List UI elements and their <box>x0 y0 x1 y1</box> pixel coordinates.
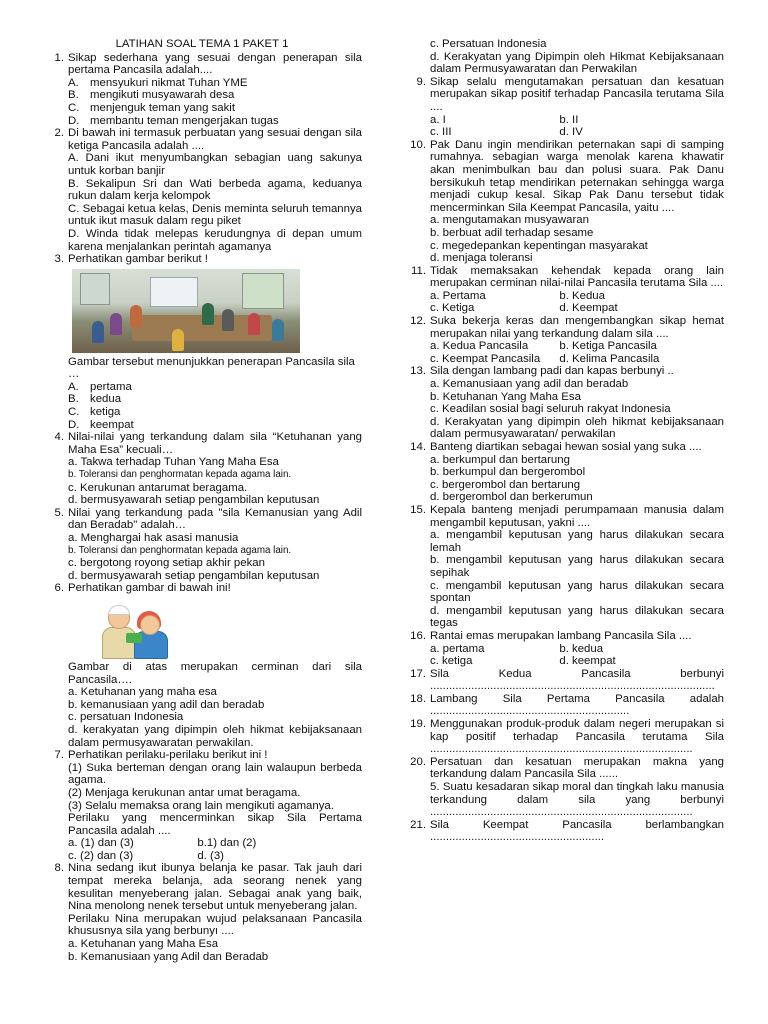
option: C. ketiga <box>68 406 121 419</box>
question-5 <box>42 507 362 583</box>
option: c. Keadilan sosial bagi seluruh rakyat Indonesia <box>430 403 671 416</box>
question-text: Perhatikan gambar di bawah ini! <box>68 582 231 595</box>
option: c. persatuan Indonesia <box>68 711 184 724</box>
question-text: Sila dengan lambang padi dan kapas berbunyi .. <box>430 365 674 378</box>
question-number: 10. <box>410 138 426 151</box>
option: d. Keempat <box>559 302 618 315</box>
question-text: Menggunakan produk-produk dalam negeri merupakan sikap positif terhadap Pancasila terutama Sila ................................................................................... <box>430 718 724 756</box>
question-number: 14. <box>410 441 426 453</box>
right-column <box>404 38 724 844</box>
option: d. bergerombol dan berkerumun <box>430 491 593 504</box>
question-11 <box>404 265 724 315</box>
question-12 <box>404 315 724 365</box>
option: a. mengutamakan musyawaran <box>430 214 589 227</box>
option: B. Sekalipun Sri dan Wati berbeda agama, keduanya rukun dalam kerja kelompok <box>68 177 362 203</box>
option: b. berkumpul dan bergerombol <box>430 466 586 479</box>
option: c. Ketiga <box>430 302 475 315</box>
option: a. (1) dan (3) <box>68 837 134 850</box>
question-extra: 5. Suatu kesadaran sikap moral dan tingkah laku manusia terkandung dalam sila yang berbunyi ................................................................................... <box>430 781 724 819</box>
question-number: 17. <box>410 667 426 680</box>
option: a. Takwa terhadap Tuhan Yang Maha Esa <box>68 456 279 469</box>
option: b.1) dan (2) <box>197 837 257 850</box>
option: d. Kerakyatan yang dipimpin oleh hikmat kebijaksanaan dalam permusyawaratan/ perwakilan <box>430 415 724 441</box>
option: b. Ketiga Pancasila <box>559 340 657 353</box>
option: d. kerakyatan yang dipimpin oleh hikmat kebijaksanaan dalam permusyawaratan perwakilan. <box>68 723 362 749</box>
option: c. Keempat Pancasila <box>430 352 541 365</box>
question-17 <box>404 668 724 693</box>
option: d. bermusyawarah setiap pengambilan keputusan <box>68 569 320 582</box>
option: D. membantu teman mengerjakan tugas <box>68 114 279 127</box>
option: b. berbuat adil terhadap sesame <box>430 226 594 239</box>
option: d. mengambil keputusan yang harus dilakukan secara tegas <box>430 604 724 630</box>
option: a. mengambil keputusan yang harus dilakukan secara lemah <box>430 529 724 554</box>
statement: (2) Menjaga kerukunan antar umat beragama. <box>68 786 301 799</box>
question-text: Sikap selalu mengutamakan persatuan dan kesatuan merupakan sikap positif terhadap Pancasila terutama Sila .... <box>430 75 724 113</box>
option: d. menjaga toleransi <box>430 252 533 265</box>
question-13 <box>404 365 724 441</box>
question-10 <box>404 139 724 265</box>
option: D. keempat <box>68 418 134 431</box>
statement: (1) Suka berteman dengan orang lain walaupun berbeda agama. <box>68 761 362 787</box>
option: d. (3) <box>197 849 224 862</box>
option: a. Kedua Pancasila <box>430 340 529 353</box>
option: b. Kedua <box>559 289 605 302</box>
question-8 <box>42 862 362 963</box>
question-18 <box>404 693 724 718</box>
option: d. bermusyawarah setiap pengambilan keputusan <box>68 494 320 507</box>
question-number: 12. <box>410 315 426 328</box>
option: A. mensyukuri nikmat Tuhan YME <box>68 76 248 89</box>
option: B. mengikuti musyawarah desa <box>68 89 235 102</box>
options-grid <box>430 290 724 315</box>
question-9 <box>404 76 724 139</box>
option: c. (2) dan (3) <box>68 849 134 862</box>
question-number: 16. <box>410 629 426 642</box>
option: c. bergotong royong setiap akhir pekan <box>68 557 265 570</box>
question-2 <box>42 127 362 253</box>
option: C. Sebagai ketua kelas, Denis meminta seluruh temannya untuk ikut masuk dalam regu piket <box>68 202 362 228</box>
question-number: 13. <box>410 365 426 378</box>
question-16 <box>404 630 724 668</box>
option: a. Kemanusiaan yang adil dan beradab <box>430 378 629 391</box>
classroom-meeting-photo <box>72 269 300 353</box>
question-text: Di bawah ini termasuk perbuatan yang sesuai dengan sila ketiga Pancasila adalah .... <box>68 127 362 152</box>
option: b. mengambil keputusan yang harus dilakukan secara sepihak <box>430 554 724 579</box>
option: C. menjenguk teman yang sakit <box>68 101 235 114</box>
question-text: Perhatikan perilaku-perilaku berikut ini ! <box>68 749 268 762</box>
option: c. ketiga <box>430 655 473 668</box>
question-number: 2. <box>54 127 64 140</box>
option: b. Ketuhanan Yang Maha Esa <box>430 390 581 403</box>
question-text: Rantai emas merupakan lambang Pancasila Sila .... <box>430 629 692 642</box>
option: b. II <box>559 113 579 126</box>
question-number: 20. <box>410 755 426 768</box>
question-text: Pak Danu ingin mendirikan peternakan sapi di samping rumahnya. sebagian warga menolak karena khawatir akan menimbulkan bau dan polusi suara. Pak Danu bersikukuh tetap mendirikan peternakan sehingga warga menjadi cukup kesal. Sikap Pak Danu tersebut tidak mencerminkan Sila Keempat Pancasila, yaitu .... <box>430 138 724 214</box>
question-21 <box>404 819 724 844</box>
question-text: Tidak memaksakan kehendak kepada orang lain merupakan cerminan nilai-nilai Pancasila terutama Sila .... <box>430 264 724 290</box>
option: c. bergerombol dan bertarung <box>430 478 581 491</box>
question-text: Nilai yang terkandung pada "sila Kemanusian yang Adil dan Beradab" adalah… <box>68 506 362 532</box>
question-text: Banteng diartikan sebagai hewan sosial yang suka .... <box>430 441 702 453</box>
question-1 <box>42 52 362 128</box>
option: D. Winda tidak melepas kerudungnya di depan umum karena menjalankan perintah agamanya <box>68 227 362 253</box>
option: d. IV <box>559 126 583 139</box>
question-number: 5. <box>54 506 64 519</box>
question-14 <box>404 441 724 504</box>
statement: (3) Selalu memaksa orang lain mengikuti agamanya. <box>68 799 334 812</box>
option: a. berkumpul dan bertarung <box>430 453 570 466</box>
question-number: 18. <box>410 692 426 705</box>
question-number: 8. <box>54 862 64 875</box>
options-grid <box>68 837 362 862</box>
option: A. pertama <box>68 380 132 393</box>
options-grid <box>430 114 724 139</box>
question-number: 4. <box>54 431 64 444</box>
question-number: 6. <box>54 582 64 595</box>
options-grid <box>430 340 724 365</box>
option: d. Kelima Pancasila <box>559 352 660 365</box>
option: d. Kerakyatan yang Dipimpin oleh Hikmat Kebijaksanaan dalam Permusyawaratan dan Perwakilan <box>430 50 724 76</box>
question-number: 7. <box>54 749 64 762</box>
option: a. Ketuhanan yang Maha Esa <box>68 938 219 951</box>
question-text: Kepala banteng menjadi perumpamaan manusia dalam mengambil keputusan, yakni .... <box>430 503 724 529</box>
option: b. Toleransi dan penghormatan kepada agama lain. <box>68 544 292 556</box>
option: c. III <box>430 126 452 139</box>
option: a. Ketuhanan yang maha esa <box>68 686 217 699</box>
options-grid <box>430 643 724 668</box>
option: a. pertama <box>430 642 485 655</box>
question-caption: Gambar di atas merupakan cerminan dari sila Pancasila…. <box>68 660 362 686</box>
option: c. megedepankan kepentingan masyarakat <box>430 239 648 252</box>
option: a. Pertama <box>430 289 486 302</box>
question-number: 1. <box>54 51 64 64</box>
question-number: 19. <box>410 718 426 731</box>
option: a. Menghargai hak asasi manusia <box>68 532 239 544</box>
option: b. kemanusiaan yang adil dan beradab <box>68 698 265 711</box>
question-number: 11. <box>411 264 426 277</box>
question-number: 3. <box>54 253 64 266</box>
option: c. Persatuan Indonesia <box>430 38 547 50</box>
question-text: Sikap sederhana yang sesuai dengan penerapan sila pertama Pancasila adalah.... <box>68 51 362 77</box>
option: b. Kemanusiaan yang Adil dan Beradab <box>68 950 269 963</box>
left-column <box>42 38 362 963</box>
question-prompt: Perilaku Nina merupakan wujud pelaksanaan Pancasila khususnya sila yang berbunyı .... <box>68 912 362 938</box>
page-title: LATIHAN SOAL TEMA 1 PAKET 1 <box>115 38 289 50</box>
question-text: Nilai-nilai yang terkandung dalam sila “Ketuhanan yang Maha Esa” kecuali… <box>68 431 362 456</box>
question-number: 21. <box>410 818 426 831</box>
question-15 <box>404 504 724 630</box>
question-20 <box>404 756 724 819</box>
question-text: Nina sedang ikut ibunya belanja ke pasar. Tak jauh dari tempat mereka belanja, ada seorang nenek yang kesulitan menyeberang jalan. Sebagai anak yang baik, Nina menolong nenek tersebut untuk menyeberang jalan. <box>68 862 362 913</box>
question-text: Persatuan dan kesatuan merupakan makna yang terkandung dalam Pancasila Sila ...... <box>430 755 724 781</box>
question-text: Perhatikan gambar berikut ! <box>68 253 208 266</box>
option: B. kedua <box>68 393 122 406</box>
family-praying-illustration <box>100 599 170 659</box>
option: d. keempat <box>559 655 616 668</box>
question-8-continued <box>404 38 724 76</box>
question-4 <box>42 431 362 507</box>
option: b. kedua <box>559 642 604 655</box>
question-caption: Gambar tersebut menunjukkan penerapan Pancasila sila … <box>68 355 355 381</box>
question-text: Lambang Sila Pertama Pancasila adalah ............................................................... <box>430 692 724 718</box>
question-3 <box>42 253 362 431</box>
question-prompt: Perilaku yang mencerminkan sikap Sila Pertama Pancasila adalah .... <box>68 812 362 837</box>
question-text: Suka bekerja keras dan mengembangkan sikap hemat merupakan nilai yang terkandung dalam sila .... <box>430 315 724 340</box>
question-text: Sila Kedua Pancasila berbunyi .......................................................................................... <box>430 667 724 693</box>
option: a. I <box>430 113 446 126</box>
question-19 <box>404 718 724 756</box>
question-text: Sila Keempat Pancasila berlambangkan ....................................................... <box>430 818 724 844</box>
question-7 <box>42 749 362 862</box>
question-number: 9. <box>416 75 426 88</box>
question-6 <box>42 582 362 749</box>
option: c. mengambil keputusan yang harus dilakukan secara spontan <box>430 579 724 605</box>
option: A. Dani ikut menyumbangkan sebagian uang sakunya untuk korban banjir <box>68 152 362 177</box>
option: b. Toleransi dan penghormatan kepada agama lain. <box>68 469 292 481</box>
option: c. Kerukunan antarumat beragama. <box>68 481 248 494</box>
question-number: 15. <box>410 503 426 516</box>
